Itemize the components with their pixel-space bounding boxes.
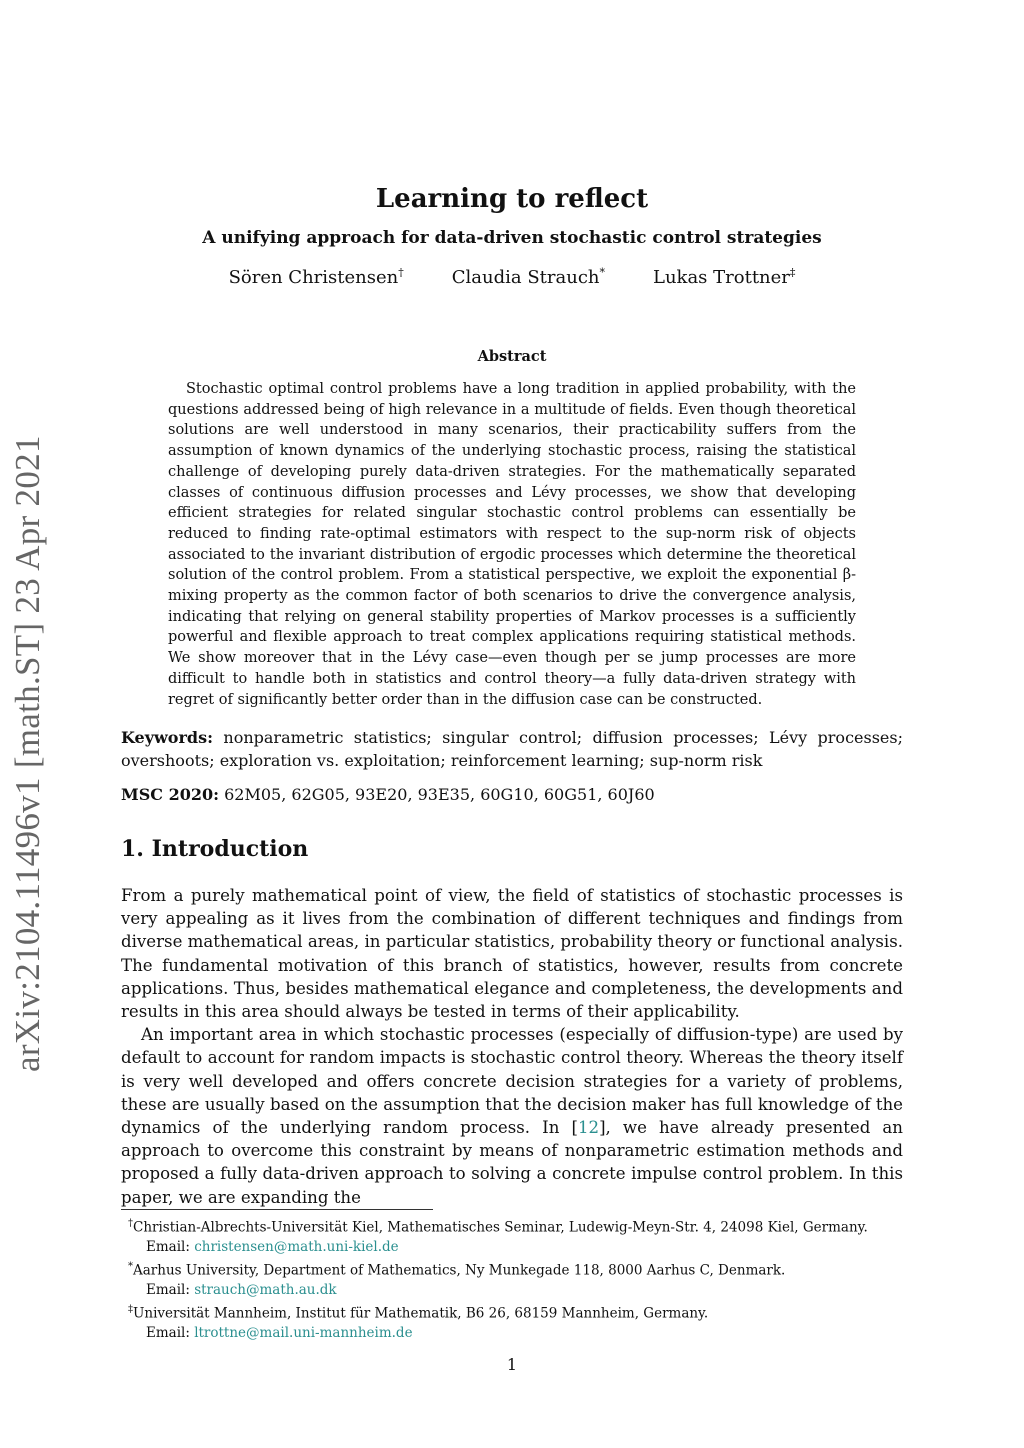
keywords: [121, 726, 903, 772]
author-list: [0, 266, 1024, 288]
abstract-heading: Abstract: [477, 348, 547, 365]
footnote-mark: *: [599, 266, 605, 279]
arxiv-identifier: arXiv:2104.11496v1 [math.ST] 23 Apr 2021: [8, 435, 47, 1073]
footnote-affiliation: *Aarhus University, Department of Mathematics, Ny Munkegade 118, 8000 Aarhus C, Denmark.: [128, 1261, 786, 1279]
msc-label: MSC 2020:: [121, 785, 220, 804]
keywords-label: Keywords:: [121, 728, 214, 747]
author: Lukas Trottner‡: [653, 266, 796, 288]
footnote-mark: †: [398, 266, 404, 279]
keywords-text: nonparametric statistics; singular control; diffusion processes; Lévy processes; overshoots; exploration vs. exploitation; reinforcement learning; sup-norm risk: [121, 728, 903, 770]
page-number: 1: [506, 1355, 518, 1374]
footnote-divider: [121, 1209, 433, 1210]
citation-link[interactable]: 12: [577, 1118, 600, 1138]
footnote-email: Email: strauch@math.au.dk: [146, 1281, 337, 1298]
footnote-mark: ‡: [789, 266, 796, 279]
paragraph: An important area in which stochastic processes (especially of diffusion-type) are used by default to account for random impacts is stochastic control theory. Whereas the theory itself is very well developed and offers concrete decision strategies for a variety of problems, these are usually based on the assumption that the decision maker has full knowledge of the dynamics of the underlying random process. In [12], we have already presented an approach to overcome this constraint by means of nonparametric estimation methods and proposed a fully data-driven approach to solving a concrete impulse control problem. In this paper, we are expanding the: [121, 1025, 903, 1207]
footnotes: [128, 1214, 908, 1343]
section-heading: 1. Introduction: [121, 836, 309, 862]
email-link[interactable]: strauch@math.au.dk: [194, 1281, 337, 1298]
footnote-affiliation: ‡Universität Mannheim, Institut für Mathematik, B6 26, 68159 Mannheim, Germany.: [128, 1304, 709, 1322]
footnote-affiliation: †Christian-Albrechts-Universität Kiel, Mathematisches Seminar, Ludewig-Meyn-Str. 4, 24098 Kiel, Germany.: [128, 1218, 868, 1236]
author: Sören Christensen†: [228, 266, 404, 288]
section-body: [121, 884, 903, 1209]
footnote-email: Email: christensen@math.uni-kiel.de: [146, 1238, 399, 1255]
email-link[interactable]: christensen@math.uni-kiel.de: [194, 1238, 399, 1255]
abstract-text: Stochastic optimal control problems have a long tradition in applied probability, with the questions addressed being of high relevance in a multitude of fields. Even though theoretical solutions are well understood in many scenarios, their practicability suffers from the assumption of known dynamics of the underlying stochastic process, raising the statistical challenge of developing purely data-driven strategies. For the mathematically separated classes of continuous diffusion processes and Lévy processes, we show that developing efficient strategies for related singular stochastic control problems can essentially be reduced to finding rate-optimal estimators with respect to the sup-norm risk of objects associated to the invariant distribution of ergodic processes which determine the theoretical solution of the control problem. From a statistical perspective, we exploit the exponential β-mixing property as the common factor of both scenarios to drive the convergence analysis, indicating that relying on general stability properties of Markov processes is a sufficiently powerful and flexible approach to treat complex applications requiring statistical methods. We show moreover that in the Lévy case—even though per se jump processes are more difficult to handle both in statistics and control theory—a fully data-driven strategy with regret of significantly better order than in the diffusion case can be constructed.: [168, 381, 856, 708]
paper-title: Learning to reflect: [375, 184, 649, 214]
email-link[interactable]: ltrottne@mail.uni-mannheim.de: [194, 1324, 413, 1341]
msc-codes: 62M05, 62G05, 93E20, 93E35, 60G10, 60G51, 60J60: [224, 785, 655, 804]
msc-classification: [121, 784, 903, 806]
paper-subtitle: A unifying approach for data-driven stochastic control strategies: [202, 228, 822, 248]
footnote-email: Email: ltrottne@mail.uni-mannheim.de: [146, 1324, 413, 1341]
author: Claudia Strauch*: [451, 266, 605, 288]
paragraph: From a purely mathematical point of view, the field of statistics of stochastic processes is very appealing as it lives from the combination of different techniques and findings from diverse mathematical areas, in particular statistics, probability theory or functional analysis. The fundamental motivation of this branch of statistics, however, results from concrete applications. Thus, besides mathematical elegance and completeness, the developments and results in this area should always be tested in terms of their applicability.: [121, 886, 903, 1022]
